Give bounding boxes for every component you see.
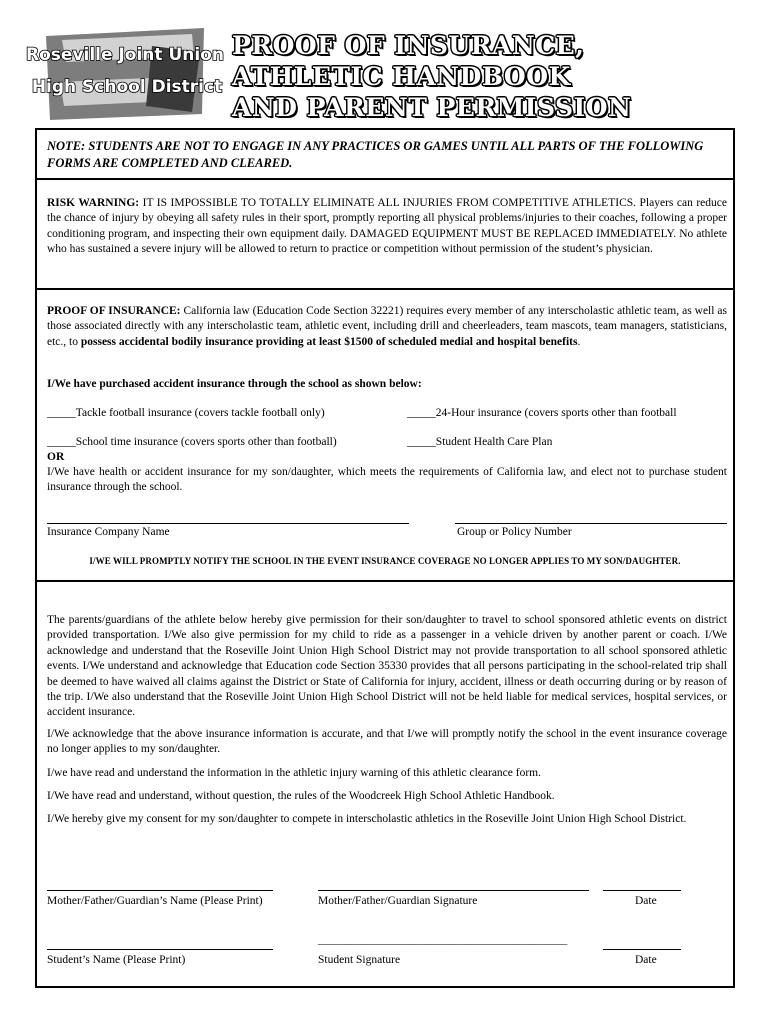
risk-text: IT IS IMPOSSIBLE TO TOTALLY ELIMINATE ALL INJURIES FROM COMPETITIVE ATHLETICS. Players can reduce the chance of injury by obeying all safety rules in their sport, promptly reporting all physical problems/injuries to their coaches, following a proper conditioning program, and inspecting their own equipment daily. DAMAGED EQUIPMENT MUST BE REPLACED IMMEDIATELY. No athlete who has sustained a severe injury will be allowed to return to practice or competition without permission of the student’s physician. — [47, 197, 727, 256]
own-insurance-statement: I/We have health or accident insurance for my son/daughter, which meets the requirements of California law, and elect not to purchase student insurance through the school. — [47, 466, 727, 494]
risk-warning — [47, 196, 727, 258]
insurance-statement — [47, 304, 727, 350]
student-name-line[interactable] — [47, 949, 273, 950]
divider — [37, 288, 733, 290]
policy-number-line[interactable] — [455, 523, 727, 524]
permission-paragraph-acknowledge: I/We acknowledge that the above insurance information is accurate, and that I/we will promptly notify the school in the event insurance coverage no longer applies to my son/daughter. — [47, 727, 727, 756]
risk-label: RISK WARNING: — [47, 197, 140, 209]
title-line-3: AND PARENT PERMISSION — [232, 93, 632, 122]
note-text: NOTE: STUDENTS ARE NOT TO ENGAGE IN ANY PRACTICES OR GAMES UNTIL ALL PARTS OF THE FOLLOWING FORMS ARE COMPLETED AND CLEARED. — [47, 139, 704, 170]
divider — [37, 580, 733, 582]
notify-statement: I/WE WILL PROMPTLY NOTIFY THE SCHOOL IN THE EVENT INSURANCE COVERAGE NO LONGER APPLIES TO MY SON/DAUGHTER. — [89, 556, 681, 566]
option-student-health-care[interactable]: _____Student Health Care Plan — [407, 436, 553, 448]
insurance-label: PROOF OF INSURANCE: — [47, 305, 181, 317]
parent-name-label: Mother/Father/Guardian’s Name (Please Print) — [47, 895, 263, 907]
student-signature-line[interactable]: _______________________________________________ — [318, 934, 568, 946]
option-school-time[interactable]: _____School time insurance (covers sports other than football) — [47, 436, 337, 448]
option-tackle-football[interactable]: _____Tackle football insurance (covers tackle football only) — [47, 407, 325, 419]
logo-line-1: Roseville Joint Union — [26, 45, 224, 65]
insurance-bold-text: possess accidental bodily insurance providing at least $1500 of scheduled medial and hospital benefits — [80, 335, 578, 348]
permission-paragraph-consent: I/We hereby give my consent for my son/daughter to compete in interscholastic athletics in the Roseville Joint Union High School District. — [47, 813, 687, 826]
permission-paragraph-handbook: I/We have read and understand, without question, the rules of the Woodcreek High School Athletic Handbook. — [47, 790, 555, 803]
form-frame — [35, 128, 735, 988]
date-label-2: Date — [635, 954, 657, 966]
permission-section — [47, 613, 727, 828]
form-title — [232, 30, 752, 123]
title-line-2: ATHLETIC HANDBOOK — [232, 62, 571, 91]
student-name-label: Student’s Name (Please Print) — [47, 954, 186, 966]
divider — [37, 178, 733, 180]
insurance-text: California law (Education Code Section 32221) requires every member of any interscholastic athletic team, as well as those associated directly with any interscholastic team, athletic event, including drill and cheerleaders, team mascots, team managers, statisticians, etc., to — [47, 305, 727, 348]
permission-paragraph-warning: I/we have read and understand the information in the athletic injury warning of this athletic clearance form. — [47, 766, 541, 779]
insurance-end: . — [577, 335, 581, 348]
student-signature-label: Student Signature — [318, 954, 401, 966]
title-line-1: PROOF OF INSURANCE, — [232, 31, 585, 60]
date-line-2[interactable] — [603, 949, 681, 950]
logo-line-2: High School District — [31, 77, 223, 97]
date-label-1: Date — [635, 895, 657, 907]
parent-signature-label: Mother/Father/Guardian Signature — [318, 895, 478, 907]
purchased-heading: I/We have purchased accident insurance through the school as shown below: — [47, 378, 422, 390]
district-logo — [26, 26, 224, 122]
parent-signature-line[interactable] — [318, 890, 589, 891]
parent-name-line[interactable] — [47, 890, 273, 891]
policy-number-label: Group or Policy Number — [457, 526, 572, 538]
insurance-company-label: Insurance Company Name — [47, 526, 170, 538]
permission-paragraph-travel: The parents/guardians of the athlete below hereby give permission for their son/daughter to travel to school sponsored athletic events on district provided transportation. I/We also give permission for my child to ride as a passenger in a vehicle driven by another parent or coach. I/We acknowledge and understand that the Roseville Joint Union High School District may not provide transportation to all school sponsored athletic events. I/We understand and acknowledge that Education code Section 35330 provides that all persons participating in the school-related trip shall be deemed to have waived all claims against the District or State of California for injury, accident, illness or death occurring during or by reason of the trip. I/We also understand that the Roseville Joint Union High School District will not be held liable for medical services, hospital services, or accident insurance. — [47, 614, 727, 719]
insurance-company-line[interactable] — [47, 523, 409, 524]
option-24-hour[interactable]: _____24-Hour insurance (covers sports other than football — [407, 407, 677, 419]
date-line-1[interactable] — [603, 890, 681, 891]
or-label: OR — [47, 451, 65, 463]
